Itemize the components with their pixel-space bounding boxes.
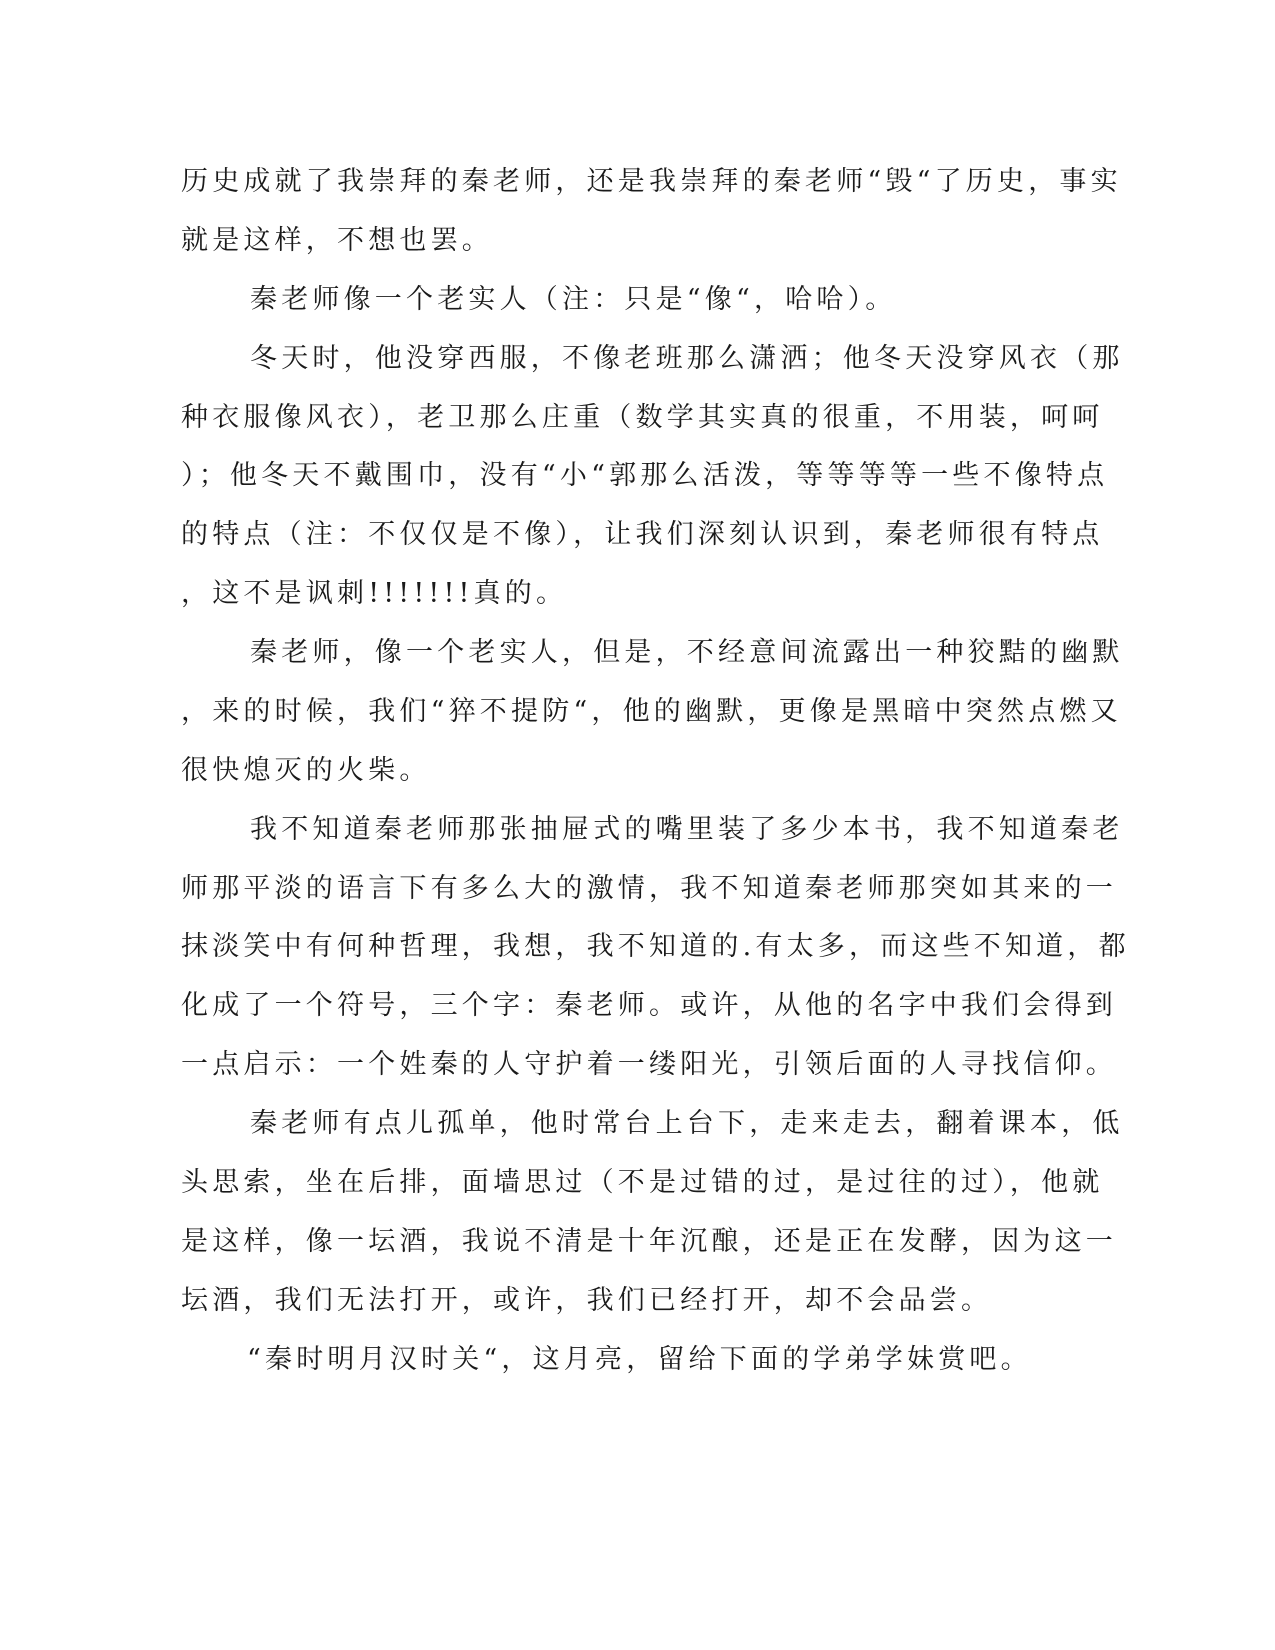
text-line: 是这样，像一坛酒，我说不清是十年沉酿，还是正在发酵，因为这一 — [181, 1226, 1117, 1257]
text-line: “秦时明月汉时关“，这月亮，留给下面的学弟学妹赏吧。 — [247, 1344, 1032, 1375]
text-line: ）；他冬天不戴围巾，没有“小“郭那么活泼，等等等等一些不像特点 — [181, 460, 1109, 491]
text-line: 很快熄灭的火柴。 — [181, 755, 431, 786]
text-line: 历史成就了我崇拜的秦老师，还是我崇拜的秦老师“毁“了历史，事实 — [181, 166, 1122, 197]
text-line: 我不知道秦老师那张抽屉式的嘴里装了多少本书，我不知道秦老 — [250, 814, 1124, 845]
text-line: ，这不是讽刺!!!!!!!真的。 — [181, 578, 568, 609]
text-line: 秦老师像一个老实人（注：只是“像“，哈哈）。 — [250, 284, 897, 315]
text-line: 一点启示：一个姓秦的人守护着一缕阳光，引领后面的人寻找信仰。 — [181, 1049, 1117, 1080]
text-line: 秦老师有点儿孤单，他时常台上台下，走来走去，翻着课本，低 — [250, 1108, 1124, 1139]
text-line: 化成了一个符号，三个字：秦老师。或许，从他的名字中我们会得到 — [181, 990, 1117, 1021]
text-line: 抹淡笑中有何种哲理，我想，我不知道的.有太多，而这些不知道，都 — [181, 931, 1130, 962]
text-line: 种衣服像风衣），老卫那么庄重（数学其实真的很重，不用装，呵呵 — [181, 402, 1104, 433]
text-line: 秦老师，像一个老实人，但是，不经意间流露出一种狡黠的幽默 — [250, 637, 1124, 668]
text-line: 的特点（注：不仅仅是不像），让我们深刻认识到，秦老师很有特点 — [181, 519, 1104, 550]
text-line: 冬天时，他没穿西服，不像老班那么潇洒；他冬天没穿风衣（那 — [250, 343, 1124, 374]
text-line: 就是这样，不想也罢。 — [181, 225, 493, 256]
text-line: 坛酒，我们无法打开，或许，我们已经打开，却不会品尝。 — [181, 1285, 993, 1316]
text-line: 师那平淡的语言下有多么大的激情，我不知道秦老师那突如其来的一 — [181, 873, 1117, 904]
text-line: ，来的时候，我们“猝不提防“，他的幽默，更像是黑暗中突然点燃又 — [181, 696, 1122, 727]
text-line: 头思索，坐在后排，面墙思过（不是过错的过，是过往的过），他就 — [181, 1167, 1104, 1198]
